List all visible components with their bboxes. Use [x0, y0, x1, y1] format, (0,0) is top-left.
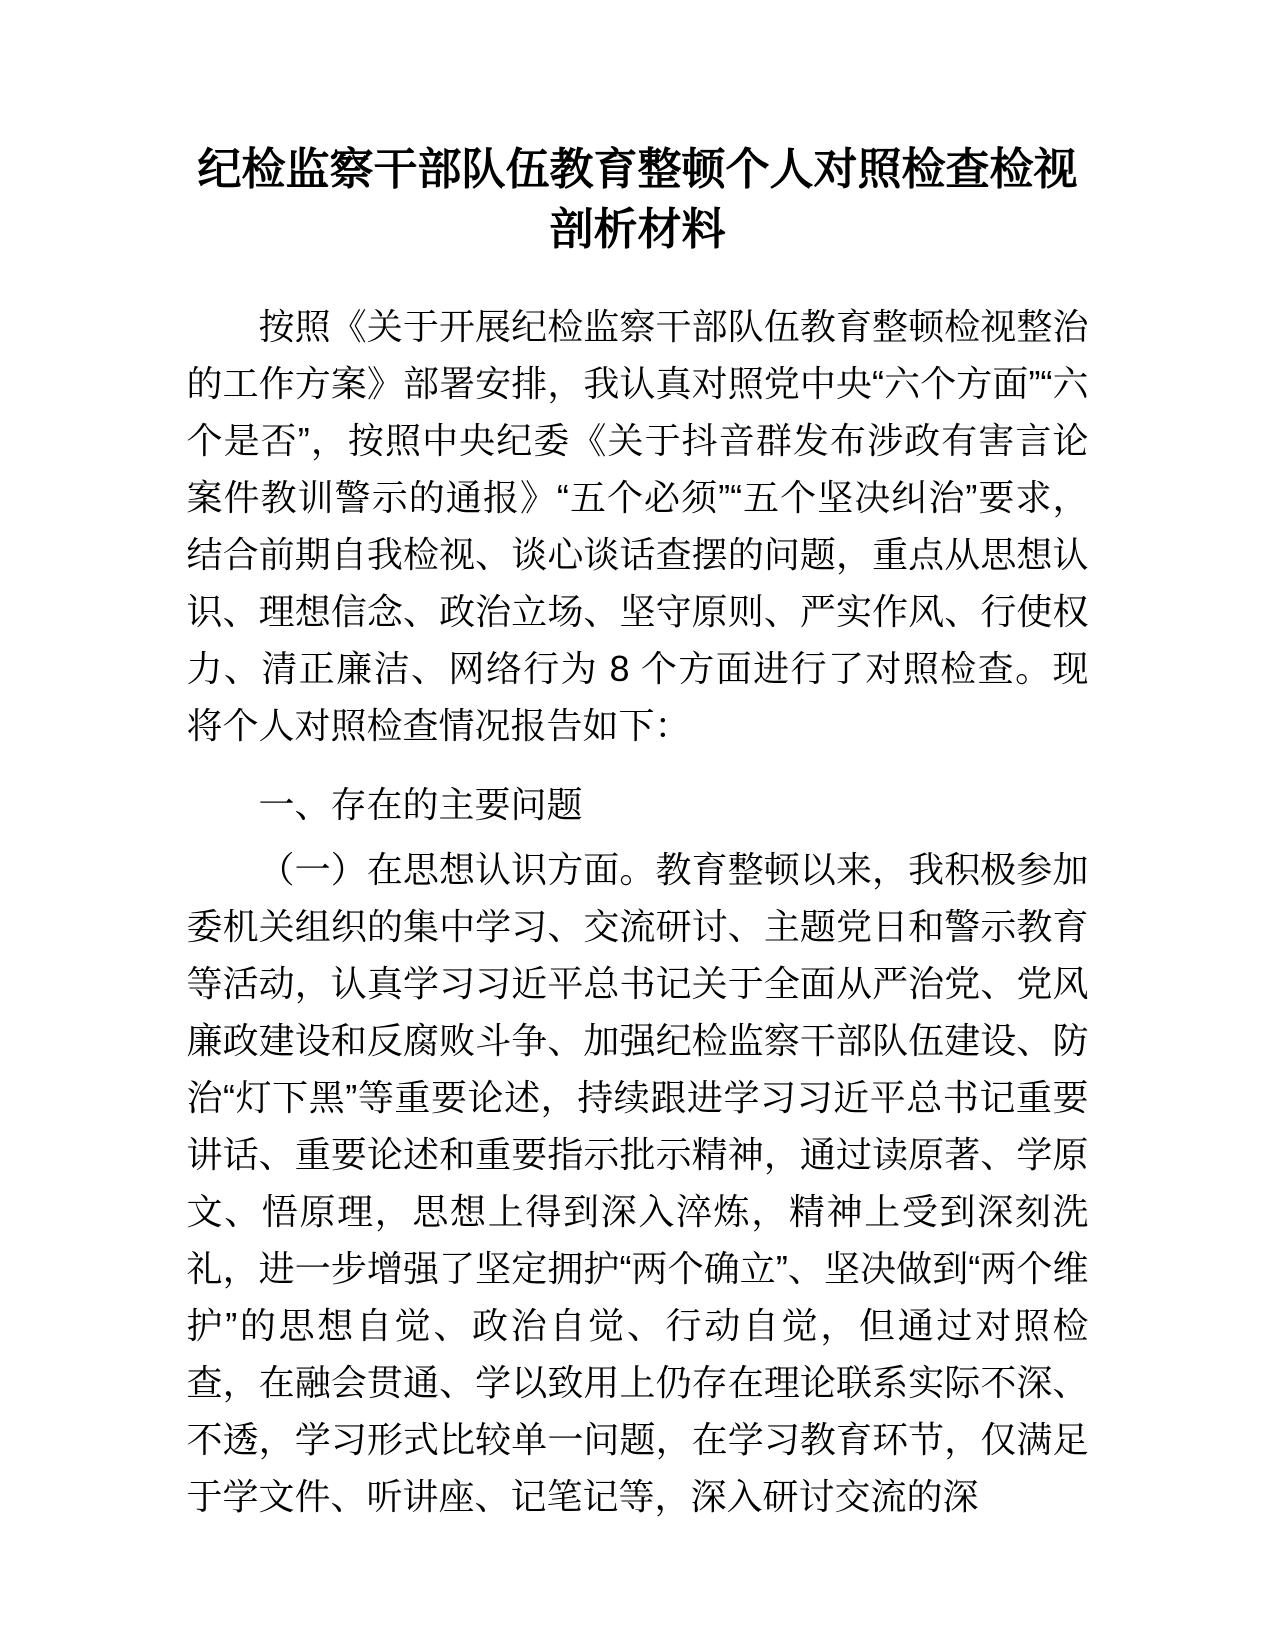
- document-title: 纪检监察干部队伍教育整顿个人对照检查检视剖析材料: [197, 145, 1078, 254]
- section-heading-main-problems: 一、存在的主要问题: [258, 784, 583, 825]
- paragraph-intro: 按照《关于开展纪检监察干部队伍教育整顿检视整治的工作方案》部署安排，我认真对照党中央“六个方面”“六个是否”，按照中央纪委《关于抖音群发布涉政有害言论案件教训警示的通报》“五个必须”“五个坚决纠治”要求，结合前期自我检视、谈心谈话查摆的问题，重点从思想认识、理想信念、政治立场、坚守原则、严实作风、行使权力、清正廉洁、网络行为 8 个方面进行了对照检查。现将个人对照检查情况报告如下：: [186, 306, 1089, 746]
- paragraph-ideological-awareness: （一）在思想认识方面。教育整顿以来，我积极参加委机关组织的集中学习、交流研讨、主题党日和警示教育等活动，认真学习习近平总书记关于全面从严治党、党风廉政建设和反腐败斗争、加强纪检监察干部队伍建设、防治“灯下黑”等重要论述，持续跟进学习习近平总书记重要讲话、重要论述和重要指示批示精神，通过读原著、学原文、悟原理，思想上得到深入淬炼，精神上受到深刻洗礼，进一步增强了坚定拥护“两个确立”、坚决做到“两个维护”的思想自觉、政治自觉、行动自觉，但通过对照检查，在融会贯通、学以致用上仍存在理论联系实际不深、不透，学习形式比较单一问题，在学习教育环节，仅满足于学文件、听讲座、记笔记等，深入研讨交流的深: [186, 849, 1089, 1517]
- document-page: [187, 0, 1089, 1525]
